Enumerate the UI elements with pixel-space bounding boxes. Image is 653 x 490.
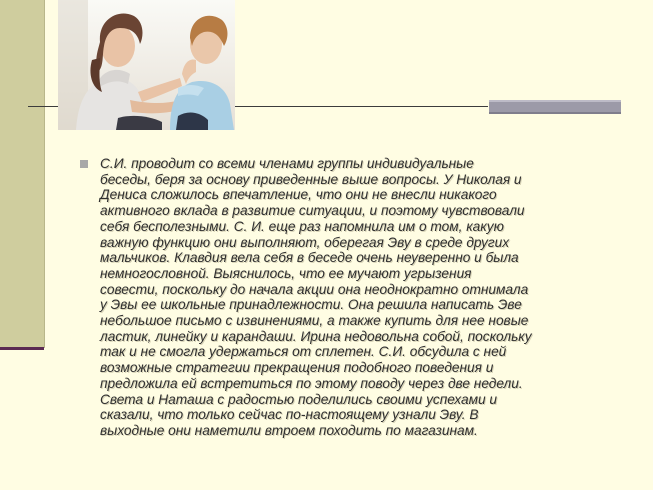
left-accent-rule	[0, 347, 44, 350]
paragraph-line: так и не смогла удержаться от сплетен. С.И. обсудила с ней	[100, 344, 507, 360]
paragraph-line: активного вклада в развитие ситуации, и поэтому чувствовали	[100, 203, 525, 219]
paragraph-line: предложила ей встретиться по этому поводу через две недели.	[100, 375, 523, 391]
paragraph-line: Дениса сложилось впечатление, что они не внесли никакого	[100, 187, 497, 203]
paragraph-line: небольшое письмо с извинениями, а также купить для нее новые	[100, 313, 529, 329]
photo-woman-and-boy-talking	[58, 0, 235, 130]
paragraph-line: С.И. проводит со всеми членами группы индивидуальные	[100, 156, 474, 171]
top-right-gray-band	[489, 100, 621, 114]
paragraph-line: ластик, линейку и карандаши. Ирина недовольна собой, поскольку	[100, 328, 532, 344]
bullet-square-icon	[80, 160, 88, 168]
paragraph-line: себя бесполезными. С. И. еще раз напомнила им о том, какую	[100, 218, 504, 234]
paragraph-line: беседы, беря за основу приведенные выше вопросы. У Николая и	[100, 171, 522, 187]
paragraph-line: выходные они наметили втроем походить по магазинам.	[100, 422, 478, 438]
paragraph-line: совести, поскольку до начала акции она неоднократно отнимала	[100, 281, 529, 297]
left-decorative-bar	[0, 0, 45, 348]
paragraph-line: немногословной. Выяснилось, что ее мучают угрызения	[100, 265, 472, 281]
paragraph-line: мальчиков. Клавдия вела себя в беседе очень неуверенно и была	[100, 250, 519, 266]
paragraph-line: возможные стратегии прекращения подобного поведения и	[100, 360, 494, 376]
paragraph-line: важную функцию они выполняют, оберегая Эву в среде других	[100, 234, 510, 250]
paragraph-line: Света и Наташа с радостью поделились своими успехами и	[100, 391, 498, 407]
paragraph-line: у Эвы ее школьные принадлежности. Она решила написать Эве	[100, 297, 522, 313]
paragraph-line: сказали, что только сейчас по-настоящему узнали Эву. В	[100, 407, 479, 423]
photo-illustration	[58, 0, 235, 130]
main-paragraph	[100, 156, 625, 439]
main-text-block	[80, 156, 625, 439]
